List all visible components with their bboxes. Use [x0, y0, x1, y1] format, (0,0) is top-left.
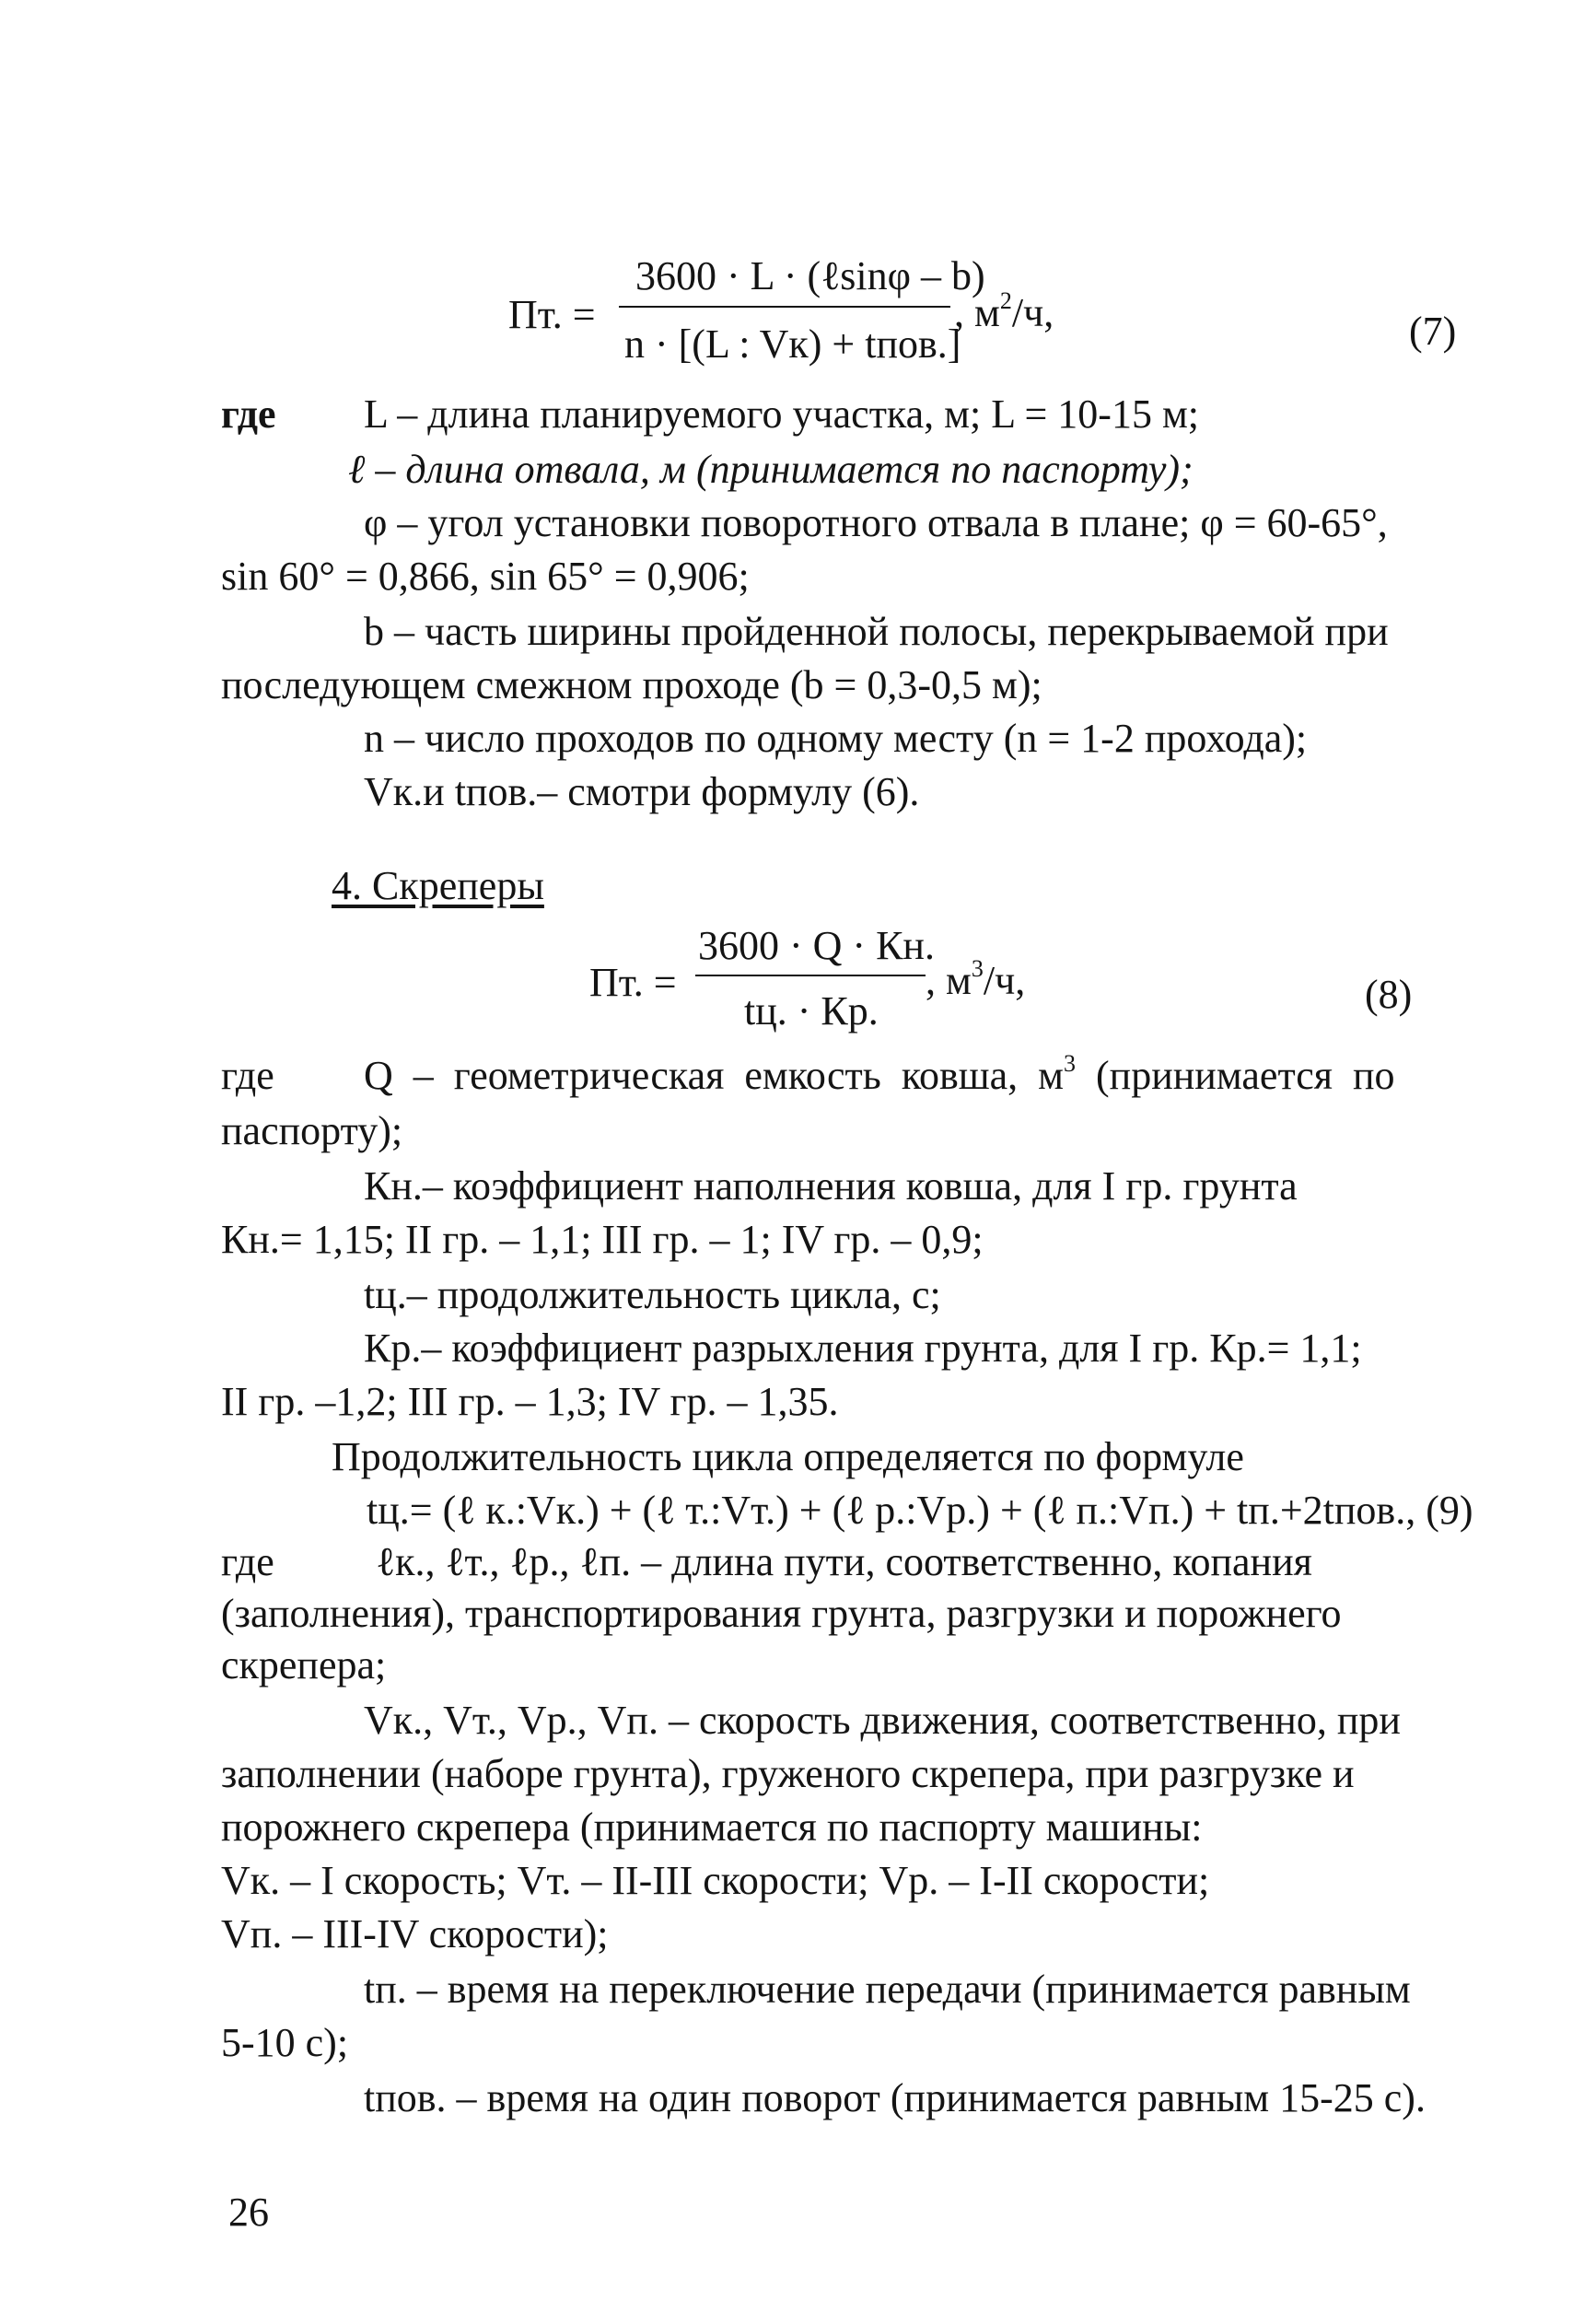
where9-line: Vк., Vт., Vр., Vп. – скорость движения, соответственно, при: [364, 1698, 1401, 1743]
where9-line: 5-10 с);: [221, 2020, 349, 2065]
formula8-denominator: tц. · Кр.: [744, 988, 879, 1034]
formula8-lhs: Пт. =: [589, 960, 677, 1005]
where9-line: (заполнения), транспортирования грунта, разгрузки и порожнего: [221, 1591, 1342, 1636]
where7-line: L – длина планируемого участка, м; L = 10-15 м;: [364, 391, 1200, 437]
where7-line: φ – угол установки поворотного отвала в плане; φ = 60-65°,: [364, 500, 1388, 545]
formula8-numerator: 3600 · Q · Кн.: [698, 923, 935, 968]
where7-line: b – часть ширины пройденной полосы, перекрываемой при: [364, 609, 1389, 654]
formula7-numerator: 3600 · L · (ℓsinφ – b): [635, 253, 985, 298]
where8-line: Кн.= 1,15; II гр. – 1,1; III гр. – 1; IV гр. – 0,9;: [221, 1217, 984, 1262]
where9-line: Vк. – I скорость; Vт. – II-III скорости; Vр. – I-II скорости;: [221, 1858, 1210, 1903]
formula7-number: (7): [1409, 309, 1457, 354]
where8-line: tц.– продолжительность цикла, с;: [364, 1272, 941, 1317]
where8-line: Кр.– коэффициент разрыхления грунта, для I гр. Кр.= 1,1;: [364, 1325, 1362, 1371]
where7-line: n – число проходов по одному месту (n = 1-2 прохода);: [364, 716, 1308, 761]
section-heading: 4. Скреперы: [332, 863, 544, 908]
formula8-units: , $м^3/ч$,: [926, 955, 1026, 1003]
where8-line: Q – геометрическая емкость ковша, $м^3$ (принимается по: [364, 1050, 1395, 1098]
page-number: 26: [228, 2190, 269, 2235]
where8-line: II гр. –1,2; III гр. – 1,3; IV гр. – 1,35.: [221, 1379, 839, 1424]
where7-line: sin 60° = 0,866, sin 65° = 0,906;: [221, 554, 750, 599]
formula7-lhs: Пт. =: [508, 292, 596, 337]
where9-line: заполнении (наборе грунта), груженого скрепера, при разгрузке и: [221, 1751, 1355, 1796]
where9-line: скрепера;: [221, 1642, 387, 1688]
where9-line: Vп. – III-IV скорости);: [221, 1911, 609, 1956]
where8-line: Кн.– коэффициент наполнения ковша, для I гр. грунта: [364, 1163, 1298, 1209]
where9-line: ℓк., ℓт., ℓр., ℓп. – длина пути, соответственно, копания: [376, 1539, 1312, 1584]
where7-label: где: [221, 391, 276, 437]
where9-line: порожнего скрепера (принимается по паспорту машины:: [221, 1804, 1203, 1850]
where7-line: ℓ – длина отвала, м (принимается по паспорту);: [348, 447, 1194, 492]
formula9: tц.= (ℓ к.:Vк.) + (ℓ т.:Vт.) + (ℓ р.:Vр.) + (ℓ п.:Vп.) + tп.+2tпов., (9): [367, 1488, 1473, 1533]
where9-line: tпов. – время на один поворот (принимается равным 15-25 с).: [364, 2075, 1426, 2120]
where8-label: где: [221, 1053, 274, 1098]
where9-line: tп. – время на переключение передачи (принимается равным: [364, 1967, 1411, 2012]
formula8-fraction-bar: [695, 975, 926, 976]
where8-line: Продолжительность цикла определяется по формуле: [332, 1434, 1244, 1479]
formula7-fraction-bar: [619, 306, 950, 308]
where9-label: где: [221, 1539, 274, 1584]
where7-line: последующем смежном проходе (b = 0,3-0,5 м);: [221, 662, 1042, 707]
where7-line: Vк.и tпов.– смотри формулу (6).: [364, 769, 920, 814]
formula8-number: (8): [1365, 972, 1413, 1017]
formula7-units: , $м^2/ч$,: [954, 287, 1054, 335]
where8-line: паспорту);: [221, 1108, 403, 1153]
formula7-denominator: n · [(L : Vк) + tпов.]: [624, 321, 961, 367]
